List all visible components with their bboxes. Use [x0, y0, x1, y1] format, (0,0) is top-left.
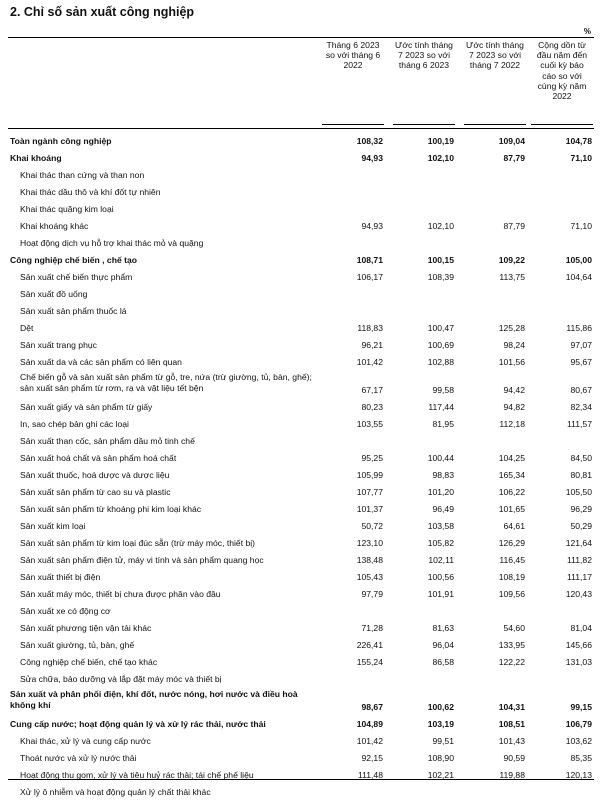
table-row-group	[0, 151, 605, 168]
table-row	[0, 355, 605, 372]
cell-value: 99,15	[570, 702, 592, 712]
cell-value: 102,11	[428, 555, 454, 565]
cell-value: 97,07	[570, 340, 592, 350]
column-header-underline	[393, 124, 455, 125]
row-label: Khai thác, xử lý và cung cấp nước	[20, 736, 151, 746]
row-label: Sửa chữa, bảo dưỡng và lắp đặt máy móc và thiết bị	[20, 674, 222, 684]
cell-value: 67,17	[361, 385, 383, 395]
cell-value: 85,35	[570, 753, 592, 763]
table-row	[0, 485, 605, 502]
row-label: Sản xuất giấy và sản phẩm từ giấy	[20, 402, 153, 412]
column-header-1: Tháng 6 2023 so với tháng 6 2022	[325, 40, 381, 71]
cell-value: 115,86	[566, 323, 592, 333]
row-label: Toàn ngành công nghiệp	[10, 136, 112, 146]
cell-value: 108,39	[427, 272, 454, 282]
table-row	[0, 202, 605, 219]
cell-value: 116,45	[499, 555, 525, 565]
cell-value: 113,75	[499, 272, 525, 282]
row-label: Sản xuất da và các sản phẩm có liên quan	[20, 357, 182, 367]
cell-value: 112,18	[499, 419, 525, 429]
row-label: Khai khoáng khác	[20, 221, 89, 231]
cell-value: 100,19	[427, 136, 454, 146]
cell-value: 102,88	[427, 357, 454, 367]
cell-value: 108,71	[356, 255, 383, 265]
cell-value: 96,49	[432, 504, 454, 514]
cell-value: 105,50	[565, 487, 592, 497]
cell-value: 102,21	[427, 770, 454, 780]
row-label: Sản xuất thiết bị điện	[20, 572, 101, 582]
table-row-group	[0, 253, 605, 270]
cell-value: 122,22	[498, 657, 525, 667]
cell-value: 98,83	[432, 470, 454, 480]
cell-value: 106,22	[498, 487, 525, 497]
cell-value: 87,79	[503, 153, 525, 163]
cell-value: 103,58	[427, 521, 454, 531]
cell-value: 82,34	[570, 402, 592, 412]
table-row	[0, 655, 605, 672]
cell-value: 123,10	[356, 538, 383, 548]
cell-value: 131,03	[565, 657, 592, 667]
cell-value: 108,32	[356, 136, 383, 146]
cell-value: 104,78	[565, 136, 592, 146]
table-row	[0, 219, 605, 236]
cell-value: 165,34	[498, 470, 525, 480]
row-label: Sản xuất sản phẩm từ cao su và plastic	[20, 487, 171, 497]
cell-value: 100,69	[427, 340, 454, 350]
row-label: Hoạt động dịch vụ hỗ trợ khai thác mỏ và quặng	[20, 238, 204, 248]
cell-value: 100,62	[427, 702, 454, 712]
table-row	[0, 587, 605, 604]
cell-value: 108,51	[498, 719, 525, 729]
cell-value: 87,79	[503, 221, 525, 231]
column-header-underline	[531, 124, 593, 125]
cell-value: 111,48	[357, 770, 383, 780]
row-label: Sản xuất sản phẩm từ kim loại đúc sẵn (trừ máy móc, thiết bị)	[20, 538, 256, 548]
row-label: Sản xuất than cốc, sản phẩm dầu mỏ tinh chế	[20, 436, 195, 446]
cell-value: 105,43	[356, 572, 383, 582]
row-label: Dệt	[20, 323, 34, 333]
cell-value: 71,28	[361, 623, 383, 633]
table-row	[0, 502, 605, 519]
cell-value: 101,37	[356, 504, 383, 514]
cell-value: 138,48	[356, 555, 383, 565]
table-row-group	[0, 134, 605, 151]
section-title: 2. Chỉ số sản xuất công nghiệp	[10, 5, 195, 19]
cell-value: 99,51	[432, 736, 454, 746]
cell-value: 101,42	[356, 736, 383, 746]
table-row	[0, 553, 605, 570]
cell-value: 81,95	[432, 419, 454, 429]
cell-value: 120,13	[565, 770, 592, 780]
top-rule	[8, 37, 594, 38]
row-label: Khai thác dầu thô và khí đốt tự nhiên	[20, 187, 161, 197]
data-table	[0, 134, 605, 802]
cell-value: 105,82	[427, 538, 454, 548]
cell-value: 107,77	[356, 487, 383, 497]
row-label: Sản xuất trang phục	[20, 340, 97, 350]
cell-value: 98,24	[503, 340, 525, 350]
cell-value: 98,67	[361, 702, 383, 712]
bottom-rule	[8, 779, 594, 780]
cell-value: 104,25	[498, 453, 525, 463]
row-label: Chế biến gỗ và sản xuất sản phẩm từ gỗ, tre, nứa (trừ giường, tủ, bàn, ghế); sản xuất sản phẩm từ rơm, rạ và vật liệu tết bện	[20, 372, 312, 393]
row-label: Hoạt động thu gom, xử lý và tiêu huỷ rác thải; tái chế phế liệu	[20, 770, 254, 780]
row-label: Sản xuất thuốc, hoá dược và dược liệu	[20, 470, 170, 480]
table-row	[0, 434, 605, 451]
cell-value: 50,29	[570, 521, 592, 531]
cell-value: 103,55	[356, 419, 383, 429]
cell-value: 104,31	[498, 702, 525, 712]
row-label: Cung cấp nước; hoạt động quản lý và xử lý rác thải, nước thải	[10, 719, 266, 729]
column-header-underline	[322, 124, 384, 125]
cell-value: 96,04	[432, 640, 454, 650]
table-row	[0, 304, 605, 321]
row-label: Khai khoáng	[10, 153, 62, 163]
table-row-group	[0, 717, 605, 734]
row-label: Sản xuất kim loại	[20, 521, 86, 531]
row-label: Sản xuất đồ uống	[20, 289, 88, 299]
cell-value: 54,60	[503, 623, 525, 633]
cell-value: 125,28	[498, 323, 525, 333]
cell-value: 108,19	[498, 572, 525, 582]
cell-value: 103,19	[427, 719, 454, 729]
cell-value: 80,81	[570, 470, 592, 480]
cell-value: 106,17	[356, 272, 383, 282]
header-rule	[8, 128, 594, 129]
cell-value: 111,17	[566, 572, 592, 582]
cell-value: 92,15	[361, 753, 383, 763]
cell-value: 84,50	[570, 453, 592, 463]
cell-value: 105,00	[565, 255, 592, 265]
row-label: Sản xuất xe có động cơ	[20, 606, 111, 616]
cell-value: 100,15	[427, 255, 454, 265]
table-row	[0, 168, 605, 185]
cell-value: 101,65	[498, 504, 525, 514]
cell-value: 81,04	[570, 623, 592, 633]
cell-value: 118,83	[357, 323, 383, 333]
cell-value: 86,58	[432, 657, 454, 667]
cell-value: 95,67	[570, 357, 592, 367]
table-row	[0, 236, 605, 253]
cell-value: 90,59	[503, 753, 525, 763]
cell-value: 95,25	[361, 453, 383, 463]
table-row	[0, 287, 605, 304]
cell-value: 111,57	[566, 419, 592, 429]
table-row	[0, 400, 605, 417]
row-label: Sản xuất và phân phối điện, khí đốt, nước nóng, hơi nước và điều hoà không khí	[10, 689, 298, 710]
cell-value: 100,44	[427, 453, 454, 463]
row-label: Sản xuất sản phẩm thuốc lá	[20, 306, 127, 316]
table-row	[0, 621, 605, 638]
cell-value: 117,44	[428, 402, 454, 412]
column-header-2: Ước tính tháng 7 2023 so với tháng 6 2023	[395, 40, 453, 71]
table-row	[0, 536, 605, 553]
cell-value: 102,10	[427, 153, 454, 163]
cell-value: 96,29	[570, 504, 592, 514]
row-label: Sản xuất giường, tủ, bàn, ghế	[20, 640, 135, 650]
cell-value: 126,29	[498, 538, 525, 548]
table-row-group	[0, 689, 605, 717]
cell-value: 101,42	[356, 357, 383, 367]
cell-value: 99,58	[432, 385, 454, 395]
cell-value: 71,10	[570, 153, 592, 163]
cell-value: 81,63	[432, 623, 454, 633]
unit-label: %	[583, 27, 591, 36]
cell-value: 71,10	[570, 221, 592, 231]
table-row	[0, 638, 605, 655]
table-row	[0, 519, 605, 536]
cell-value: 109,22	[498, 255, 525, 265]
cell-value: 121,64	[565, 538, 592, 548]
row-label: Sản xuất phương tiện vận tải khác	[20, 623, 152, 633]
cell-value: 104,89	[356, 719, 383, 729]
cell-value: 50,72	[361, 521, 383, 531]
table-row	[0, 768, 605, 785]
column-header-underline	[464, 124, 526, 125]
table-row	[0, 338, 605, 355]
cell-value: 80,67	[570, 385, 592, 395]
cell-value: 96,21	[361, 340, 383, 350]
row-label: Thoát nước và xử lý nước thải	[20, 753, 137, 763]
row-label: Sản xuất máy móc, thiết bị chưa được phân vào đâu	[20, 589, 221, 599]
row-label: Sản xuất sản phẩm điện tử, máy vi tính và sản phẩm quang học	[20, 555, 264, 565]
row-label: Sản xuất chế biến thực phẩm	[20, 272, 133, 282]
cell-value: 105,99	[356, 470, 383, 480]
cell-value: 94,93	[361, 221, 383, 231]
cell-value: 109,04	[498, 136, 525, 146]
cell-value: 64,61	[503, 521, 525, 531]
table-row	[0, 672, 605, 689]
cell-value: 133,95	[498, 640, 525, 650]
cell-value: 155,24	[356, 657, 383, 667]
cell-value: 100,47	[427, 323, 454, 333]
row-label: Công nghiệp chế biến , chế tạo	[10, 255, 138, 265]
cell-value: 94,93	[361, 153, 383, 163]
row-label: Xử lý ô nhiễm và hoạt động quản lý chất thải khác	[20, 787, 211, 797]
table-row	[0, 451, 605, 468]
cell-value: 101,91	[427, 589, 454, 599]
table-row	[0, 751, 605, 768]
cell-value: 145,66	[565, 640, 592, 650]
cell-value: 104,64	[565, 272, 592, 282]
table-row	[0, 270, 605, 287]
cell-value: 80,23	[361, 402, 383, 412]
table-row	[0, 185, 605, 202]
cell-value: 119,88	[499, 770, 525, 780]
row-label: Sản xuất hoá chất và sản phẩm hoá chất	[20, 453, 177, 463]
cell-value: 103,62	[565, 736, 592, 746]
cell-value: 111,82	[566, 555, 592, 565]
cell-value: 120,43	[565, 589, 592, 599]
row-label: Khai thác than cứng và than non	[20, 170, 145, 180]
row-label: In, sao chép bản ghi các loại	[20, 419, 129, 429]
row-label: Sản xuất sản phẩm từ khoáng phi kim loại khác	[20, 504, 202, 514]
table-row	[0, 604, 605, 621]
cell-value: 106,79	[565, 719, 592, 729]
cell-value: 109,56	[498, 589, 525, 599]
cell-value: 102,10	[427, 221, 454, 231]
table-row	[0, 372, 605, 400]
table-row	[0, 734, 605, 751]
cell-value: 101,43	[498, 736, 525, 746]
table-row	[0, 570, 605, 587]
cell-value: 94,42	[503, 385, 525, 395]
table-row	[0, 321, 605, 338]
cell-value: 101,20	[427, 487, 454, 497]
cell-value: 108,90	[427, 753, 454, 763]
table-row	[0, 417, 605, 434]
cell-value: 94,82	[503, 402, 525, 412]
table-row	[0, 468, 605, 485]
row-label: Công nghiệp chế biến, chế tạo khác	[20, 657, 158, 667]
cell-value: 97,79	[361, 589, 383, 599]
cell-value: 100,56	[427, 572, 454, 582]
cell-value: 226,41	[356, 640, 383, 650]
column-header-4: Cộng dồn từ đầu năm đến cuối kỳ báo cáo so với cùng kỳ năm 2022	[536, 40, 588, 102]
column-header-3: Ước tính tháng 7 2023 so với tháng 7 2022	[466, 40, 524, 71]
row-label: Khai thác quặng kim loại	[20, 204, 114, 214]
cell-value: 101,56	[498, 357, 525, 367]
